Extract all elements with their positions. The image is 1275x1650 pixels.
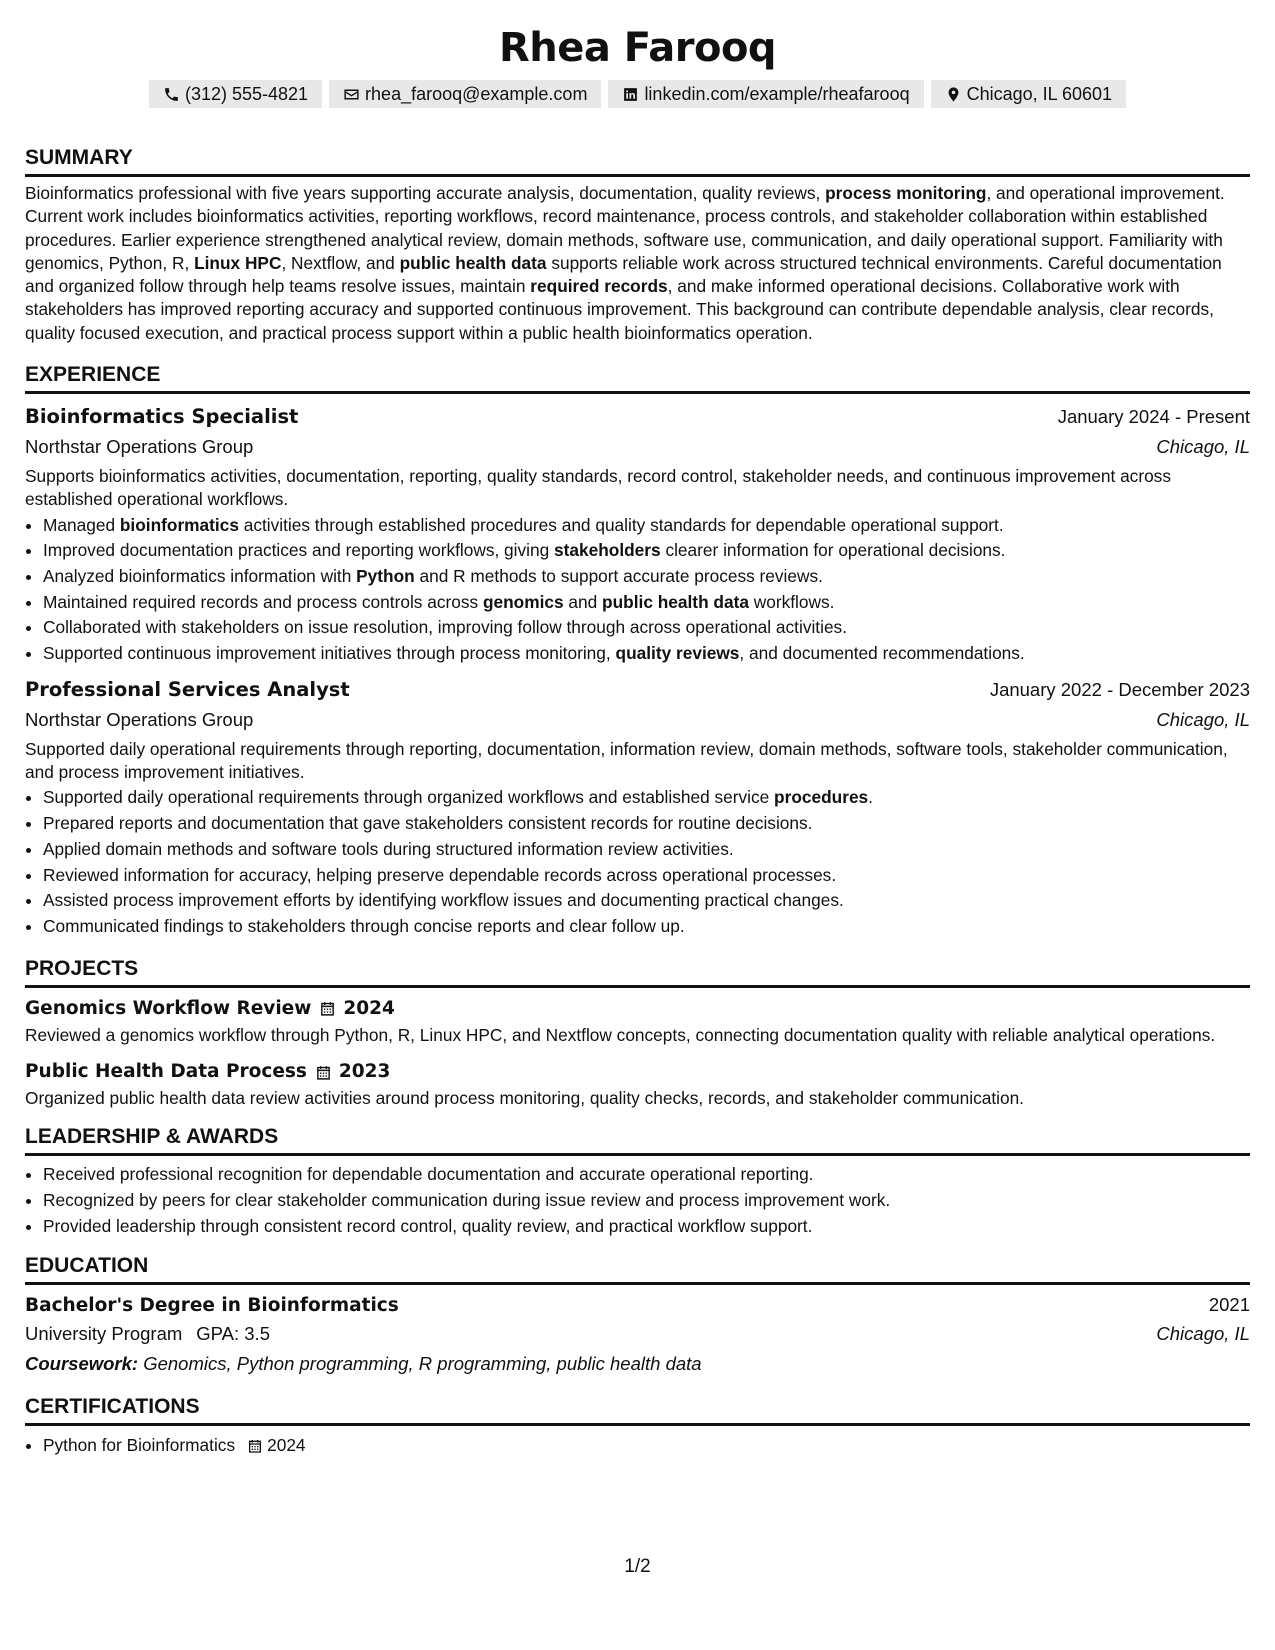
text-segment: Assisted process improvement efforts by identifying workflow issues and documenting practical changes. (43, 890, 844, 911)
list-item: • Received professional recognition for dependable documentation and accurate operational reporting. (43, 1162, 1250, 1188)
emphasis-text: required records (530, 276, 668, 297)
calendar-icon (247, 1438, 263, 1454)
job-company: Northstar Operations Group (25, 708, 254, 730)
bullet-item (43, 641, 1250, 667)
location-text: Chicago, IL 60601 (966, 84, 1113, 104)
list-item: • Recognized by peers for clear stakeholder communication during issue review and process improvement work. (43, 1188, 1250, 1214)
project-name: Public Health Data Process (25, 1061, 307, 1082)
job-dates: January 2022 - December 2023 (989, 678, 1250, 700)
text-segment: Supported daily operational requirements through organized workflows and established service (43, 787, 775, 808)
contact-email (329, 80, 601, 108)
experience-section (25, 362, 1250, 940)
text-segment: and (563, 591, 603, 612)
projects-section (25, 956, 1250, 1111)
bullet-item (43, 538, 1250, 564)
project-year: 2024 (343, 997, 395, 1019)
text-segment: Maintained required records and process controls across (43, 591, 483, 612)
project-description: Organized public health data review activities around process monitoring, quality checks, records, and stakeholder communication. (25, 1088, 1024, 1108)
emphasis-text: genomics (482, 591, 564, 612)
emphasis-text: procedures (774, 787, 869, 808)
coursework (25, 1350, 1250, 1378)
emphasis-text: bioinformatics (119, 514, 239, 535)
text-segment: Improved documentation practices and reporting workflows, giving (43, 540, 555, 561)
bullet-item (43, 914, 1250, 940)
summary-text (25, 182, 1250, 345)
job-description: Supported daily operational requirements through reporting, documentation, information review, domain methods, software tools, stakeholder communication, and process improvement initiatives. (25, 738, 1228, 783)
list-item: • Provided leadership through consistent record control, quality review, and practical workflow support. (43, 1214, 1250, 1240)
bullet-item (43, 785, 1250, 811)
section-title-leadership: LEADERSHIP & AWARDS (25, 1124, 1250, 1156)
bullet-item (43, 811, 1250, 837)
text-segment: Analyzed bioinformatics information with (43, 566, 357, 587)
text-segment: activities through established procedures and quality standards for dependable operational support. (238, 514, 1004, 535)
linkedin-icon (622, 86, 639, 103)
job-location: Chicago, IL (1156, 708, 1250, 730)
email-text: rhea_farooq@example.com (365, 84, 588, 104)
gpa: GPA: 3.5 (196, 1323, 270, 1345)
job-location: Chicago, IL (1156, 436, 1250, 458)
contact-bar (25, 80, 1250, 108)
leadership-list (25, 1162, 1250, 1239)
job-dates: January 2024 - Present (1057, 406, 1250, 428)
job-entry (25, 403, 1250, 667)
coursework-text: Genomics, Python programming, R programming, public health data (143, 1353, 702, 1375)
bullet-item (43, 888, 1250, 914)
emphasis-text: quality reviews (615, 643, 740, 664)
project-entry (25, 996, 1250, 1047)
text-segment: Communicated findings to stakeholders through concise reports and clear follow up. (43, 916, 685, 936)
bullet-item (43, 863, 1250, 889)
text-segment: Supported continuous improvement initiatives through process monitoring, (43, 643, 616, 664)
project-name: Genomics Workflow Review (25, 997, 312, 1019)
emphasis-text: Python (356, 566, 415, 587)
text-segment: Bioinformatics professional with five years supporting accurate analysis, documentation, quality reviews, (25, 183, 826, 203)
map-pin-icon (945, 86, 962, 103)
contact-location (931, 80, 1126, 108)
certification-list (25, 1433, 1250, 1459)
emphasis-text: Linux HPC (194, 252, 282, 273)
page-number: 1/2 (624, 1556, 651, 1577)
bullet-item (43, 590, 1250, 616)
contact-phone (149, 80, 322, 108)
emphasis-text: stakeholders (554, 540, 661, 561)
graduation-year: 2021 (1208, 1294, 1250, 1316)
degree: Bachelor's Degree in Bioinformatics (25, 1295, 399, 1317)
section-title-summary: SUMMARY (25, 145, 1250, 177)
education-section (25, 1253, 1250, 1378)
emphasis-text: process monitoring (825, 183, 987, 203)
text-segment: . (868, 787, 873, 808)
job-entry (25, 676, 1250, 940)
contact-linkedin (608, 80, 923, 108)
text-segment: , and operational improvement. Current work includes bioinformatics activities, reporting workflows, record maintenance, process controls, and stakeholder collaboration within established procedures. Earlier experience strengthened analytical review, domain methods, software use, communication, and daily operational support. Familiarity with genomics, Python, R, (25, 183, 1225, 273)
section-title-certifications: CERTIFICATIONS (25, 1394, 1250, 1426)
job-bullets (25, 513, 1250, 667)
text-segment: Applied domain methods and software tools during structured information review activities. (43, 838, 734, 859)
text-segment: Collaborated with stakeholders on issue resolution, improving follow through across operational activities. (43, 617, 847, 638)
text-segment: and R methods to support accurate process reviews. (414, 566, 823, 587)
job-description: Supports bioinformatics activities, documentation, reporting, quality standards, record control, stakeholder needs, and continuous improvement across established operational workflows. (25, 466, 1171, 510)
text-segment: clearer information for operational decisions. (660, 540, 1006, 561)
bullet-item (43, 513, 1250, 539)
leadership-section (25, 1124, 1250, 1239)
bullet-item (43, 615, 1250, 641)
emphasis-text: public health data (602, 591, 749, 612)
linkedin-text: linkedin.com/example/rheafarooq (644, 84, 910, 104)
phone-text: (312) 555-4821 (184, 84, 309, 104)
text-segment: , Nextflow, and (281, 252, 400, 273)
text-segment: Managed (43, 514, 120, 535)
text-segment: , and documented recommendations. (739, 643, 1025, 664)
calendar-icon (315, 1064, 332, 1081)
section-title-education: EDUCATION (25, 1253, 1250, 1285)
summary-section (25, 145, 1250, 345)
school-location: Chicago, IL (1156, 1323, 1250, 1345)
text-segment: workflows. (748, 591, 835, 612)
text-segment: , and make informed operational decisions. Collaborative work with stakeholders has improved reporting accuracy and supported continuous improvement. This background can contribute dependable analysis, clear records, quality focused execution, and practical process support within a public health bioinformatics operation. (25, 276, 1214, 343)
project-description: Reviewed a genomics workflow through Python, R, Linux HPC, and Nextflow concepts, connecting documentation quality with reliable analytical operations. (25, 1024, 1216, 1045)
bullet-item (43, 564, 1250, 590)
text-segment: Prepared reports and documentation that gave stakeholders consistent records for routine decisions. (43, 813, 813, 834)
candidate-name: Rhea Farooq (498, 25, 777, 71)
text-segment: supports reliable work across structured technical environments. Careful documentation and organized follow through help teams resolve issues, maintain (25, 252, 1222, 297)
job-bullets (25, 785, 1250, 939)
envelope-icon (343, 86, 360, 103)
calendar-icon (319, 1000, 336, 1017)
list-item (43, 1433, 1250, 1459)
text-segment: Reviewed information for accuracy, helping preserve dependable records across operational processes. (43, 864, 837, 885)
bullet-item (43, 837, 1250, 863)
section-title-experience: EXPERIENCE (25, 362, 1250, 394)
phone-icon (163, 86, 180, 103)
job-title: Bioinformatics Specialist (25, 405, 299, 429)
project-entry (25, 1059, 1250, 1110)
certifications-section (25, 1394, 1250, 1459)
job-company: Northstar Operations Group (25, 436, 254, 458)
job-title: Professional Services Analyst (25, 677, 350, 701)
project-year: 2023 (338, 1061, 391, 1082)
section-title-projects: PROJECTS (25, 956, 1250, 988)
coursework-label: Coursework: (25, 1353, 139, 1375)
school: University Program (25, 1323, 183, 1345)
emphasis-text: public health data (399, 252, 547, 273)
certification-name: • Python for Bioinformatics (43, 1435, 236, 1456)
certification-year: 2024 (267, 1435, 306, 1456)
